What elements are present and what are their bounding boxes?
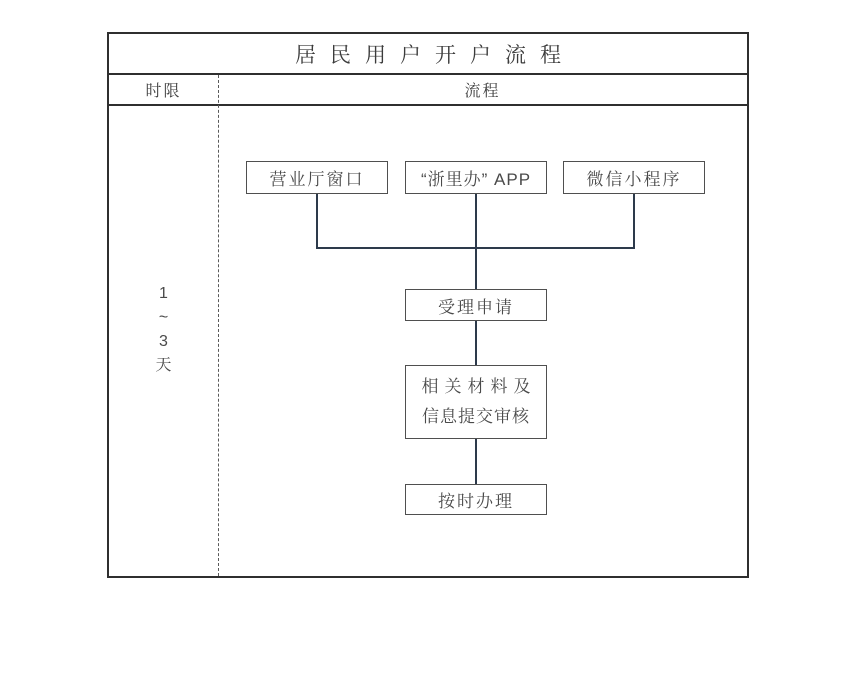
connector-line	[316, 194, 318, 248]
connector-line	[633, 194, 635, 248]
node-step-materials-review	[405, 365, 547, 439]
node-step-handle-on-time: 按时办理	[405, 484, 547, 515]
node-channel-business-hall: 营业厅窗口	[246, 161, 388, 194]
diagram-title: 居民用户开户流程	[109, 34, 747, 75]
connector-line	[475, 321, 477, 365]
time-limit-value	[109, 282, 218, 378]
column-header-time-limit: 时限	[145, 83, 182, 100]
node-step-materials-review-line1: 相关材料及	[421, 377, 537, 396]
time-limit-char: 3	[159, 333, 168, 350]
column-divider-dashed	[218, 75, 219, 576]
node-step-materials-review-line2: 信息提交审核	[422, 407, 530, 426]
connector-line	[316, 247, 635, 249]
column-header-process: 流程	[464, 83, 501, 100]
table-header-row	[109, 75, 747, 106]
time-limit-char: 天	[155, 357, 172, 374]
time-limit-char: ~	[158, 309, 169, 326]
time-limit-char: 1	[159, 285, 168, 302]
connector-line	[475, 194, 477, 289]
connector-line	[475, 439, 477, 484]
node-step-accept-application: 受理申请	[405, 289, 547, 321]
node-channel-zheliban-app: “浙里办” APP	[405, 161, 547, 194]
diagram-frame	[107, 32, 749, 578]
node-channel-wechat-miniprogram: 微信小程序	[563, 161, 705, 194]
